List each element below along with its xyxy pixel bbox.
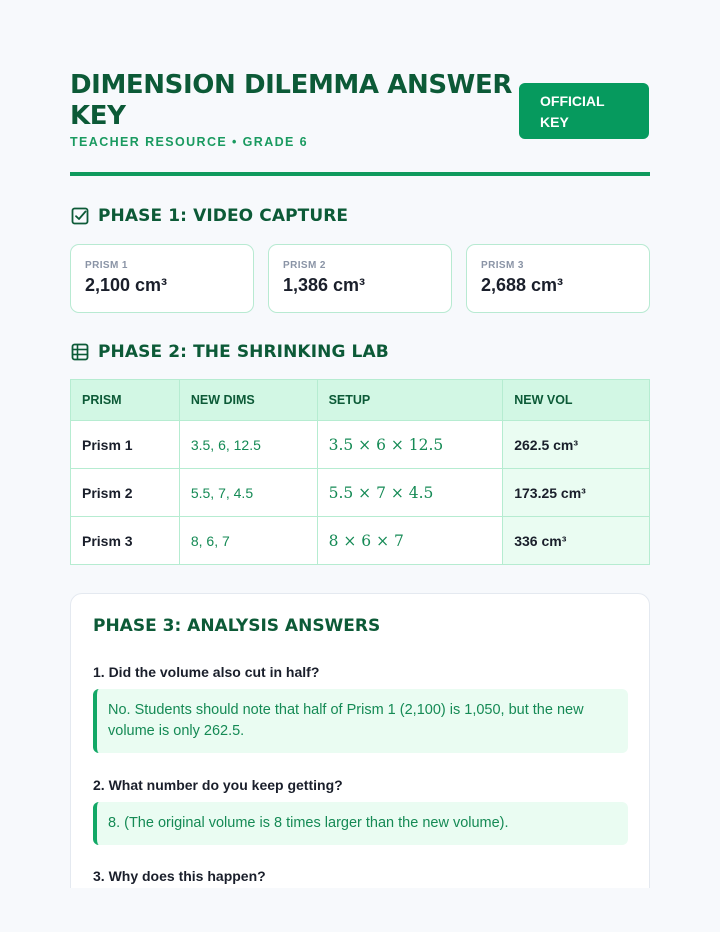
answer-2: 8. (The original volume is 8 times larger than the new volume). <box>93 802 628 845</box>
question-3: 3. Why does this happen? <box>93 868 266 884</box>
new-dims-cell: 8, 6, 7 <box>179 517 317 565</box>
prism-cards <box>70 244 650 313</box>
new-vol-cell: 262.5 cm³ <box>503 421 650 469</box>
column-header: NEW DIMS <box>179 380 317 421</box>
shrinking-lab-table <box>70 379 650 565</box>
prism-cell: Prism 1 <box>71 421 180 469</box>
prism-card <box>466 244 650 313</box>
phase3-title: PHASE 3: ANALYSIS ANSWERS <box>93 616 381 636</box>
column-header: PRISM <box>71 380 180 421</box>
setup-cell: 8 × 6 × 7 <box>317 517 503 565</box>
checkbox-check-icon <box>70 206 90 226</box>
new-dims-cell: 3.5, 6, 12.5 <box>179 421 317 469</box>
badge-line-2: KEY <box>540 114 569 130</box>
prism-card-value: 2,688 cm³ <box>481 275 564 295</box>
table-row <box>71 469 650 517</box>
phase2-heading <box>70 342 389 362</box>
prism-card-value: 1,386 cm³ <box>283 275 366 295</box>
official-key-badge <box>519 83 649 139</box>
prism-card <box>268 244 452 313</box>
question-1: 1. Did the volume also cut in half? <box>93 664 320 680</box>
prism-card-value: 2,100 cm³ <box>85 275 168 295</box>
prism-card-label: PRISM 2 <box>283 260 326 271</box>
setup-cell: 5.5 × 7 × 4.5 <box>317 469 503 517</box>
column-header: SETUP <box>317 380 503 421</box>
table-grid-icon <box>70 342 90 362</box>
column-header: NEW VOL <box>503 380 650 421</box>
table-row <box>71 517 650 565</box>
page-subtitle: TEACHER RESOURCE • GRADE 6 <box>70 135 309 149</box>
phase2-title: PHASE 2: THE SHRINKING LAB <box>98 342 389 362</box>
new-vol-cell: 173.25 cm³ <box>503 469 650 517</box>
badge-line-1: OFFICIAL <box>540 93 605 109</box>
answer-key-page <box>70 0 650 888</box>
table-row <box>71 421 650 469</box>
analysis-panel <box>70 593 650 888</box>
table-header-row <box>71 380 650 421</box>
header <box>70 0 650 176</box>
prism-card-label: PRISM 1 <box>85 260 128 271</box>
phase1-title: PHASE 1: VIDEO CAPTURE <box>98 206 349 226</box>
prism-card <box>70 244 254 313</box>
question-2: 2. What number do you keep getting? <box>93 777 343 793</box>
answer-1: No. Students should note that half of Prism 1 (2,100) is 1,050, but the new volume is only 262.5. <box>93 689 628 753</box>
page-title: DIMENSION DILEMMA ANSWER KEY <box>70 70 512 131</box>
header-divider <box>70 172 650 176</box>
phase1-heading <box>70 206 348 226</box>
new-vol-cell: 336 cm³ <box>503 517 650 565</box>
prism-cell: Prism 3 <box>71 517 180 565</box>
prism-cell: Prism 2 <box>71 469 180 517</box>
setup-cell: 3.5 × 6 × 12.5 <box>317 421 503 469</box>
prism-card-label: PRISM 3 <box>481 260 524 271</box>
new-dims-cell: 5.5, 7, 4.5 <box>179 469 317 517</box>
